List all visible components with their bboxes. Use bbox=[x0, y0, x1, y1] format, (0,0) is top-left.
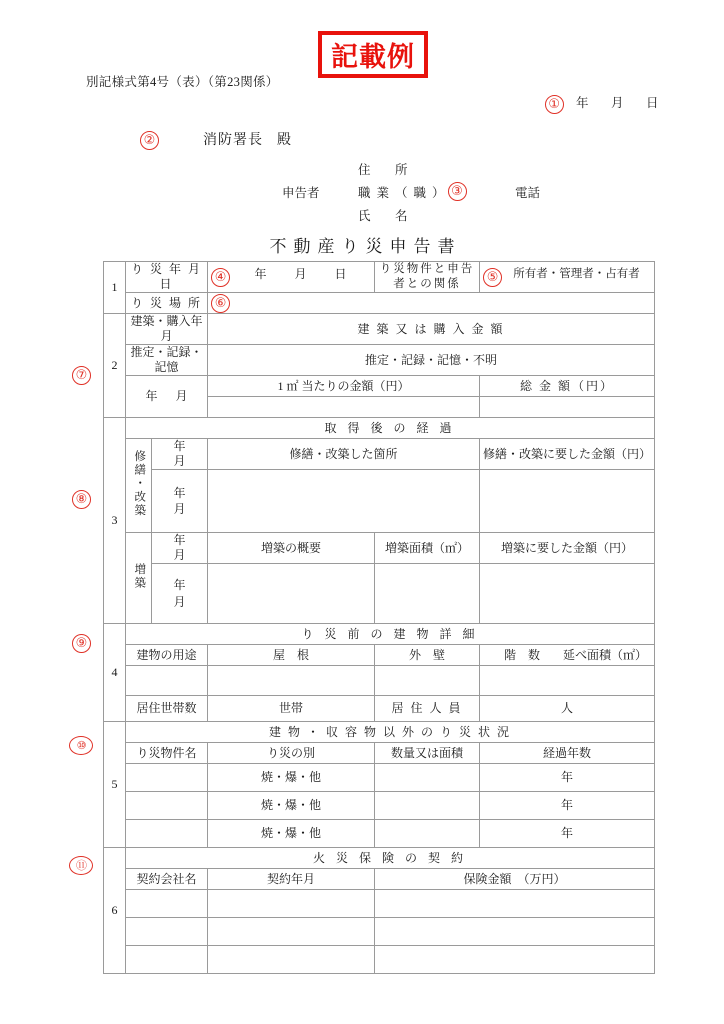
extend-vertical-label-cell bbox=[126, 533, 152, 624]
section-4-household-row bbox=[104, 696, 655, 722]
roof-value[interactable] bbox=[208, 666, 375, 696]
damage-qty-value-2[interactable] bbox=[375, 792, 480, 820]
section-4-number: 4 bbox=[104, 624, 126, 722]
section-5-number: 5 bbox=[104, 722, 126, 848]
damage-item-name-value-3[interactable] bbox=[126, 820, 208, 848]
section-5-heading-row bbox=[104, 722, 655, 743]
addressee-line bbox=[140, 129, 291, 150]
repair-place-value[interactable] bbox=[208, 470, 480, 533]
repair-amount-value[interactable] bbox=[480, 470, 655, 533]
insurance-amount-value-3[interactable] bbox=[375, 946, 655, 974]
damage-kind-value-2[interactable]: 焼・爆・他 bbox=[208, 792, 375, 820]
margin-marker-11 bbox=[69, 856, 93, 875]
repair-vertical-label-cell bbox=[126, 439, 152, 533]
section-6-heading-row bbox=[104, 848, 655, 869]
section-4-col-header bbox=[104, 645, 655, 666]
extend-ym-stack bbox=[174, 577, 186, 609]
section-4-values bbox=[104, 666, 655, 696]
date-line bbox=[545, 93, 659, 114]
declarant-name-label: 氏 名 bbox=[358, 208, 414, 223]
build-year-label: 年 bbox=[145, 389, 158, 403]
marker-3: ③ bbox=[448, 182, 467, 201]
total-amount-value[interactable] bbox=[480, 397, 655, 418]
basis-left-label: 推定・記録・記憶 bbox=[126, 345, 208, 376]
example-stamp bbox=[318, 31, 428, 78]
extend-ym-year-label: 年 bbox=[173, 533, 186, 547]
section-2-row-1 bbox=[104, 314, 655, 345]
extend-row-year: 年 bbox=[173, 578, 186, 593]
marker-11: ⑪ bbox=[69, 856, 93, 875]
repair-vertical-label: 修繕・改築 bbox=[133, 449, 146, 518]
damage-date-ymd bbox=[240, 267, 360, 282]
damage-years-label: 経過年数 bbox=[480, 743, 655, 764]
section-4-heading: り 災 前 の 建 物 詳 細 bbox=[126, 624, 655, 645]
addressee-honorific: 殿 bbox=[277, 133, 291, 148]
section-5-heading: 建 物 ・ 収 容 物 以 外 の り 災 状 況 bbox=[126, 722, 655, 743]
floors-and-area-values[interactable] bbox=[480, 666, 655, 696]
declarant-tel-label: 電話 bbox=[515, 185, 541, 200]
damage-date-label: り 災 年 月 日 bbox=[126, 262, 208, 293]
total-amount-label: 総 金 額（円） bbox=[480, 376, 655, 397]
insurance-ym-value-2[interactable] bbox=[208, 918, 375, 946]
damage-date-month: 月 bbox=[294, 267, 307, 281]
section-3-repair-header bbox=[104, 439, 655, 470]
table-row bbox=[104, 890, 655, 918]
section-3-extend-row bbox=[104, 564, 655, 624]
form-table bbox=[103, 261, 655, 974]
marker-5: ⑤ bbox=[483, 268, 502, 287]
building-use-value[interactable] bbox=[126, 666, 208, 696]
insurance-amount-value-2[interactable] bbox=[375, 918, 655, 946]
marker-6: ⑥ bbox=[211, 294, 230, 313]
damage-qty-value-1[interactable] bbox=[375, 764, 480, 792]
date-month-label: 月 bbox=[611, 96, 625, 110]
margin-marker-9 bbox=[72, 634, 91, 653]
repair-place-label: 修繕・改築した箇所 bbox=[208, 439, 480, 470]
damage-kind-value-1[interactable]: 焼・爆・他 bbox=[208, 764, 375, 792]
extend-ym-value-cell[interactable] bbox=[152, 564, 208, 624]
date-year-label: 年 bbox=[576, 96, 590, 110]
extend-ym-inline bbox=[165, 533, 195, 562]
household-label: 居住世帯数 bbox=[126, 696, 208, 722]
table-row bbox=[104, 820, 655, 848]
relation-options: 所有者・管理者・占有者 bbox=[513, 268, 640, 280]
repair-ym-inline bbox=[165, 439, 195, 468]
insurance-amount-value-1[interactable] bbox=[375, 890, 655, 918]
section-1-row-2 bbox=[104, 293, 655, 314]
repair-row-year: 年 bbox=[173, 485, 186, 500]
section-6-col-header bbox=[104, 869, 655, 890]
extend-area-value[interactable] bbox=[375, 564, 480, 624]
insurance-company-value-1[interactable] bbox=[126, 890, 208, 918]
damage-date-value-cell[interactable] bbox=[208, 262, 375, 293]
section-3-heading: 取 得 後 の 経 過 bbox=[126, 418, 655, 439]
build-purchase-label: 建築・購入年月 bbox=[126, 314, 208, 345]
repair-ym-year-label: 年 bbox=[173, 439, 186, 453]
section-6-heading: 火 災 保 険 の 契 約 bbox=[126, 848, 655, 869]
margin-marker-8 bbox=[72, 490, 91, 509]
damage-item-name-label: り災物件名 bbox=[126, 743, 208, 764]
extend-ym-header bbox=[152, 533, 208, 564]
insurance-ym-label: 契約年月 bbox=[208, 869, 375, 890]
per-sqm-value[interactable] bbox=[208, 397, 480, 418]
relation-options-cell[interactable] bbox=[480, 262, 655, 293]
damage-qty-value-3[interactable] bbox=[375, 820, 480, 848]
repair-ym-stack bbox=[174, 485, 186, 517]
repair-ym-header bbox=[152, 439, 208, 470]
margin-marker-7 bbox=[72, 366, 91, 385]
relation-label: り災物件と申告者との関係 bbox=[375, 262, 480, 293]
extend-ym-month-label: 月 bbox=[173, 548, 186, 562]
insurance-company-value-2[interactable] bbox=[126, 918, 208, 946]
section-2-row-2 bbox=[104, 345, 655, 376]
insurance-company-value-3[interactable] bbox=[126, 946, 208, 974]
roof-label: 屋 根 bbox=[208, 645, 375, 666]
insurance-company-label: 契約会社名 bbox=[126, 869, 208, 890]
damage-kind-value-3[interactable]: 焼・爆・他 bbox=[208, 820, 375, 848]
wall-value[interactable] bbox=[375, 666, 480, 696]
occupant-label: 居 住 人 員 bbox=[375, 696, 480, 722]
extend-amount-value[interactable] bbox=[480, 564, 655, 624]
repair-ym-month-label: 月 bbox=[173, 454, 186, 468]
marker-3-wrap bbox=[448, 182, 467, 201]
section-2-number: 2 bbox=[104, 314, 126, 418]
marker-1: ① bbox=[545, 95, 564, 114]
section-5-col-header bbox=[104, 743, 655, 764]
damage-years-value-1[interactable]: 年 bbox=[480, 764, 655, 792]
wall-label: 外 壁 bbox=[375, 645, 480, 666]
extend-summary-label: 増築の概要 bbox=[208, 533, 375, 564]
floors-and-area-header bbox=[480, 645, 655, 666]
damage-years-value-3[interactable]: 年 bbox=[480, 820, 655, 848]
declarant-address-label: 住 所 bbox=[358, 162, 414, 177]
declarant-address-row bbox=[282, 157, 612, 180]
build-month-label: 月 bbox=[175, 389, 188, 403]
per-sqm-label: 1 ㎡ 当たりの金額（円） bbox=[208, 376, 480, 397]
repair-ym-value-cell[interactable] bbox=[152, 470, 208, 533]
household-unit-cell[interactable] bbox=[208, 696, 375, 722]
damage-date-year: 年 bbox=[254, 267, 267, 281]
building-use-label: 建物の用途 bbox=[126, 645, 208, 666]
section-2-row-3 bbox=[104, 376, 655, 397]
table-row bbox=[104, 792, 655, 820]
declarant-occupation-label: 職業（職） bbox=[358, 185, 451, 200]
damage-kind-label: り災の別 bbox=[208, 743, 375, 764]
section-3-repair-row bbox=[104, 470, 655, 533]
extend-summary-value[interactable] bbox=[208, 564, 375, 624]
repair-amount-label: 修繕・改築に要した金額（円） bbox=[480, 439, 655, 470]
marker-4: ④ bbox=[211, 268, 230, 287]
example-stamp-label: 記載例 bbox=[331, 42, 415, 73]
damage-item-name-value-1[interactable] bbox=[126, 764, 208, 792]
table-row bbox=[104, 918, 655, 946]
addressee-office: 消防署長 bbox=[203, 133, 263, 148]
damage-years-value-2[interactable]: 年 bbox=[480, 792, 655, 820]
build-amount-label: 建 築 又 は 購 入 金 額 bbox=[208, 314, 655, 345]
damage-place-value-cell[interactable] bbox=[208, 293, 655, 314]
insurance-ym-value-3[interactable] bbox=[208, 946, 375, 974]
insurance-ym-value-1[interactable] bbox=[208, 890, 375, 918]
damage-item-name-value-2[interactable] bbox=[126, 792, 208, 820]
marker-9: ⑨ bbox=[72, 634, 91, 653]
section-3-number: 3 bbox=[104, 418, 126, 624]
extend-vertical-label: 増築 bbox=[133, 562, 146, 590]
damage-qty-label: 数量又は面積 bbox=[375, 743, 480, 764]
occupant-unit: 人 bbox=[561, 701, 574, 715]
section-3-extend-header bbox=[104, 533, 655, 564]
extend-area-label: 増築面積（㎡） bbox=[375, 533, 480, 564]
declarant-block bbox=[282, 157, 612, 226]
declarant-name-row bbox=[282, 203, 612, 226]
marker-8: ⑧ bbox=[72, 490, 91, 509]
marker-10: ⑩ bbox=[69, 736, 93, 755]
household-unit: 世帯 bbox=[279, 701, 304, 715]
build-ym-inline bbox=[136, 389, 196, 403]
extend-row-month: 月 bbox=[173, 594, 186, 609]
margin-marker-10 bbox=[69, 736, 93, 755]
extend-amount-label: 増築に要した金額（円） bbox=[480, 533, 655, 564]
damage-place-label: り 災 場 所 bbox=[126, 293, 208, 314]
marker-2: ② bbox=[140, 131, 159, 150]
date-day-label: 日 bbox=[646, 96, 660, 110]
insurance-amount-label: 保険金額 （万円） bbox=[375, 869, 655, 890]
repair-row-month: 月 bbox=[173, 502, 186, 516]
declarant-occupation-row bbox=[282, 180, 612, 203]
floors-label: 階 数 bbox=[504, 647, 541, 662]
marker-7: ⑦ bbox=[72, 366, 91, 385]
basis-right-label: 推定・記録・記憶・不明 bbox=[208, 345, 655, 376]
form-number: 別記様式第4号（表）（第23関係） bbox=[86, 75, 279, 89]
section-1-number: 1 bbox=[104, 262, 126, 314]
table-row bbox=[104, 764, 655, 792]
damage-date-day: 日 bbox=[334, 267, 347, 281]
declarant-label: 申告者 bbox=[282, 185, 320, 200]
section-3-heading-row bbox=[104, 418, 655, 439]
occupant-unit-cell[interactable] bbox=[480, 696, 655, 722]
build-ym-value-cell[interactable] bbox=[126, 376, 208, 418]
table-row bbox=[104, 946, 655, 974]
page-title: 不動産り災申告書 bbox=[269, 237, 462, 256]
form-table-wrapper bbox=[103, 261, 654, 974]
section-4-heading-row bbox=[104, 624, 655, 645]
total-area-label: 延べ面積（㎡） bbox=[563, 647, 648, 662]
section-1-row-1 bbox=[104, 262, 655, 293]
section-6-number: 6 bbox=[104, 848, 126, 974]
